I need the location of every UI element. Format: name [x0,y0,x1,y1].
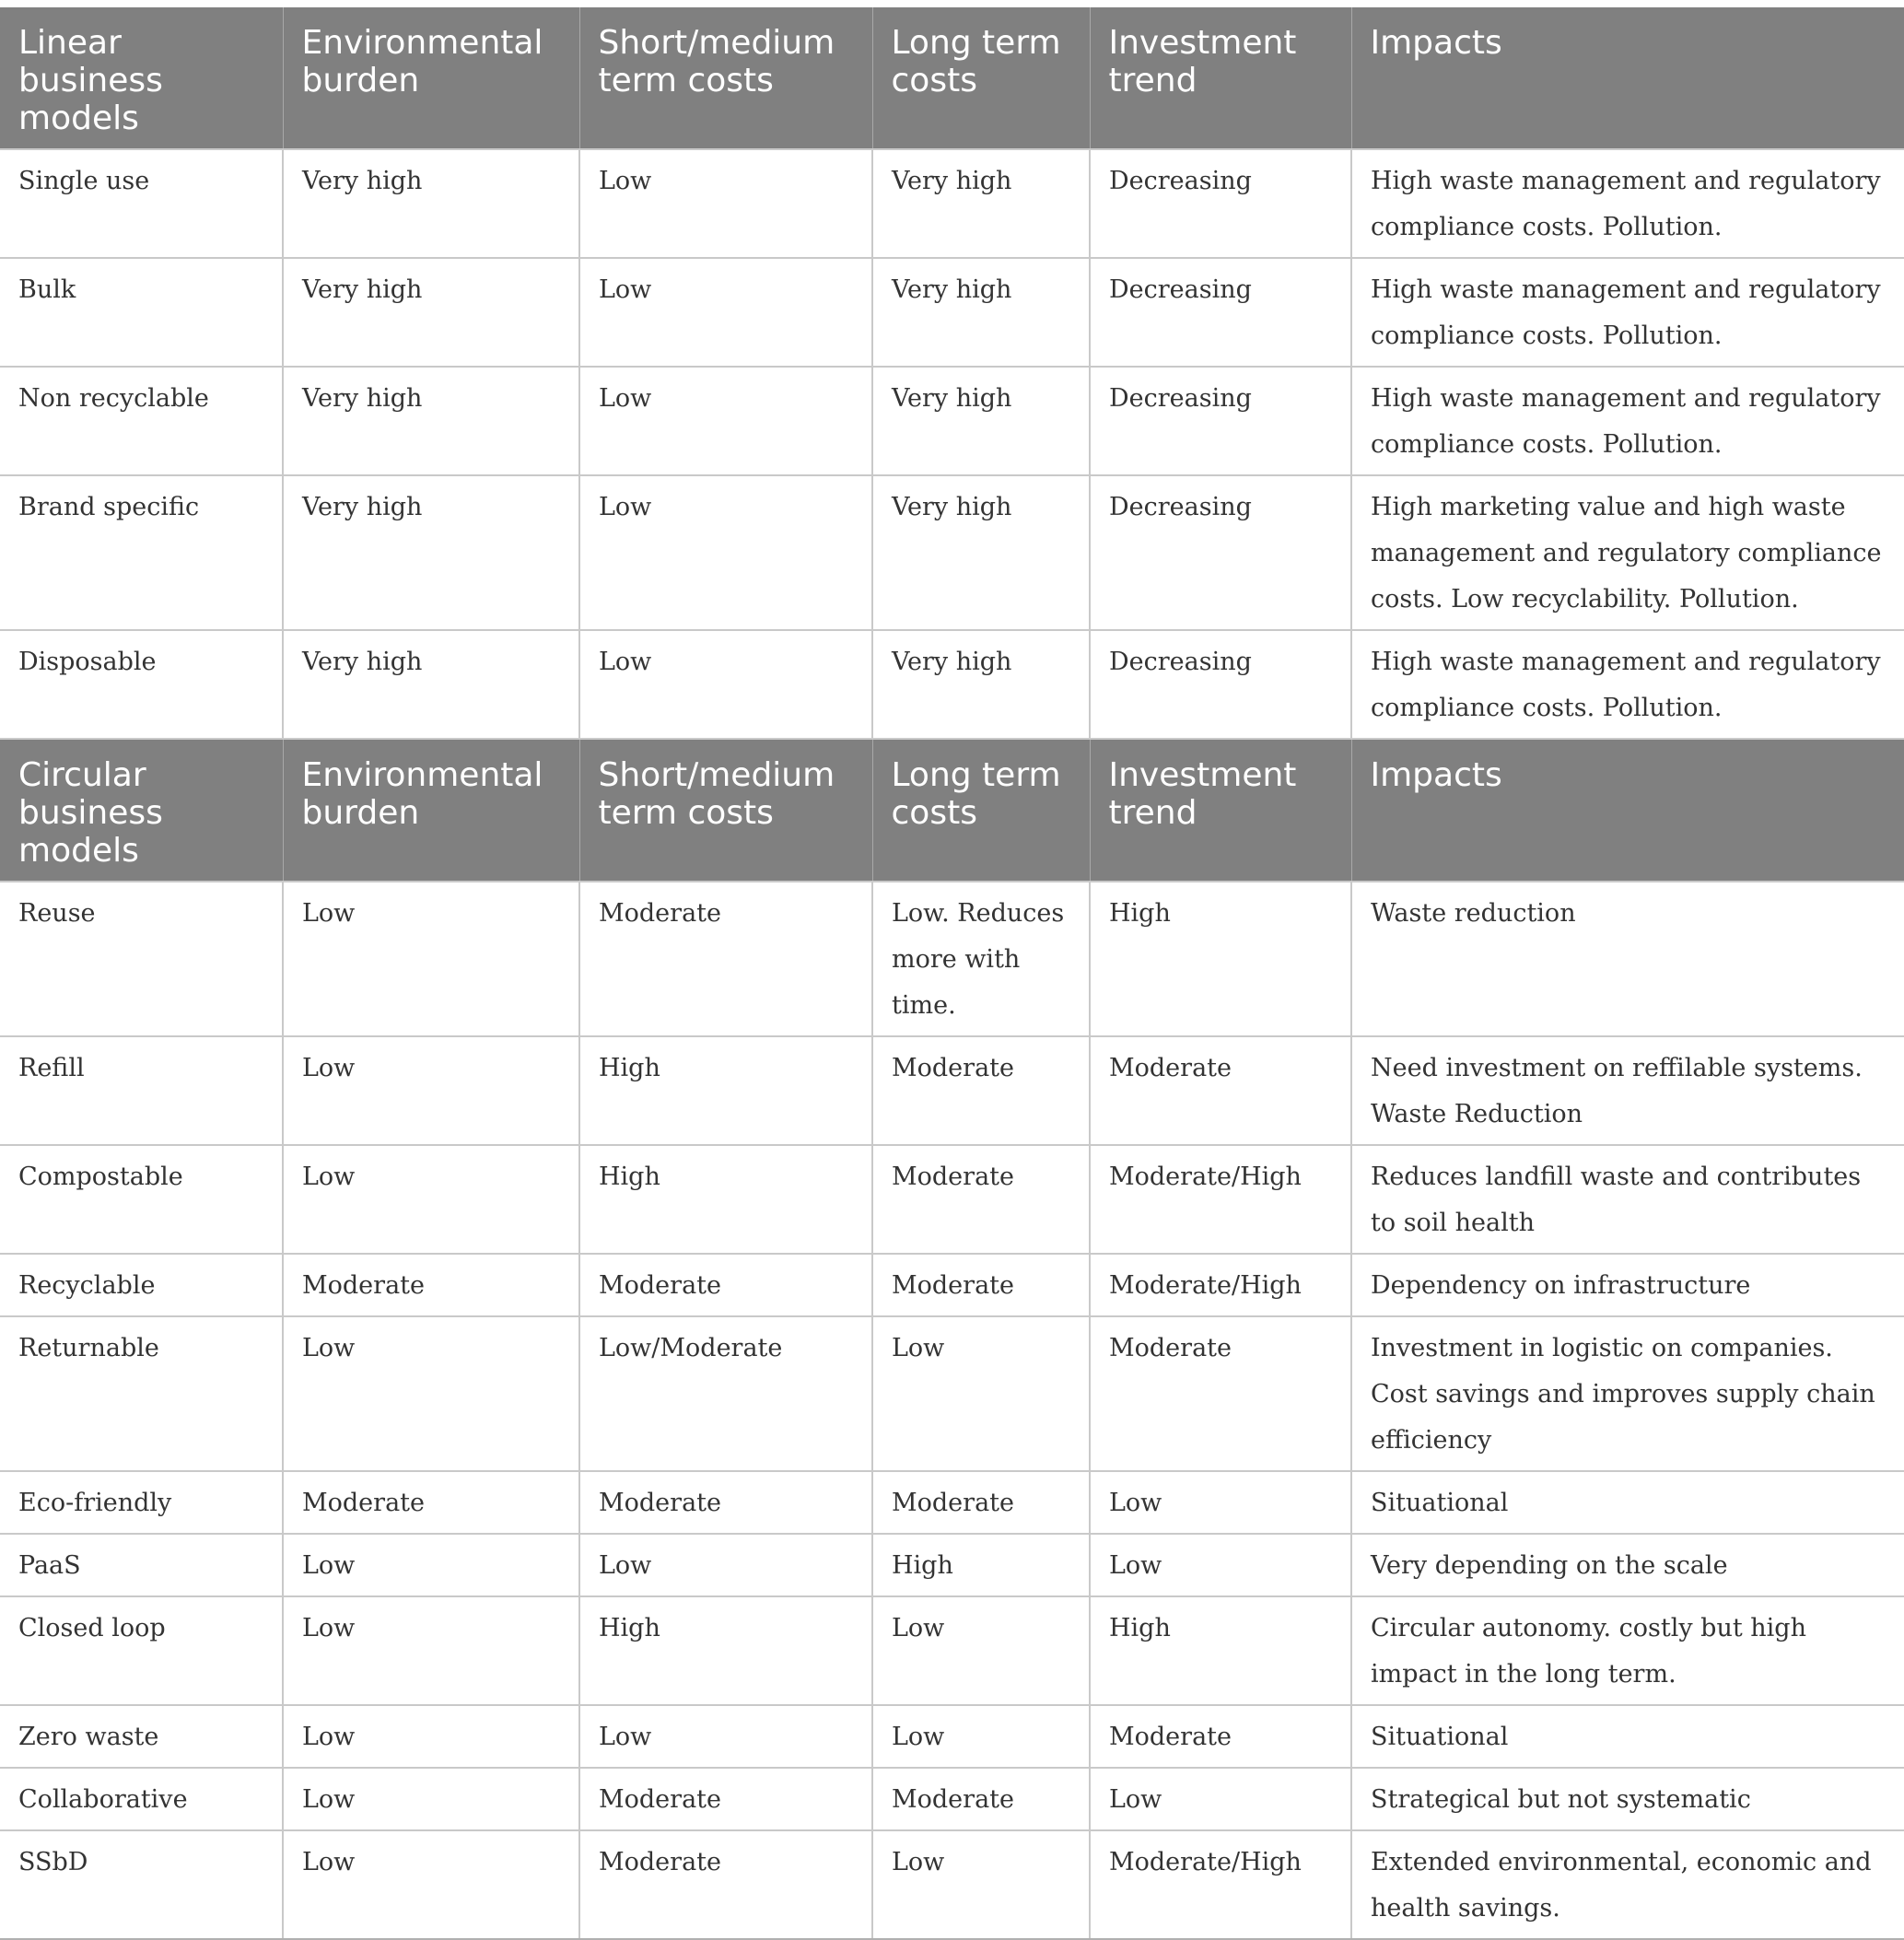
table-cell: Low [579,1534,872,1596]
table-cell: Low [283,882,579,1036]
table-cell: Low/Moderate [579,1316,872,1471]
table-cell: Very depending on the scale [1351,1534,1904,1596]
table-row [0,1830,1904,1939]
table-cell: Returnable [0,1316,283,1471]
table-cell: Investment in logistic on companies. Cost savings and improves supply chain efficiency [1351,1316,1904,1471]
table-row [0,1316,1904,1471]
table-cell: High [579,1036,872,1145]
table-cell: SSbD [0,1830,283,1939]
linear-header-row [0,7,1904,149]
table-row [0,1036,1904,1145]
table-cell: High waste management and regulatory compliance costs. Pollution. [1351,258,1904,367]
table-cell: Very high [872,630,1090,739]
circular-header-cell: Environmental burden [283,739,579,882]
table-cell: High [1090,1596,1351,1705]
table-cell: Very high [872,367,1090,475]
table-cell: Low [579,1705,872,1768]
linear-header-cell: Linear business models [0,7,283,149]
table-cell: Low [283,1534,579,1596]
table-cell: Decreasing [1090,475,1351,630]
table-row [0,630,1904,739]
table-cell: Reuse [0,882,283,1036]
table-cell: Low [579,367,872,475]
table-cell: Moderate [283,1471,579,1534]
table-row [0,258,1904,367]
circular-header-cell: Circular business models [0,739,283,882]
table-cell: Low [579,475,872,630]
table-cell: Low [283,1830,579,1939]
table-cell: High [872,1534,1090,1596]
table-cell: Low [1090,1471,1351,1534]
table-cell: High waste management and regulatory compliance costs. Pollution. [1351,149,1904,258]
table-cell: Disposable [0,630,283,739]
linear-header-cell: Impacts [1351,7,1904,149]
linear-header-cell: Long term costs [872,7,1090,149]
table-cell: Need investment on reffilable systems. Waste Reduction [1351,1036,1904,1145]
table-cell: Closed loop [0,1596,283,1705]
table-cell: Decreasing [1090,258,1351,367]
table-cell: Low [283,1596,579,1705]
table-cell: Very high [283,149,579,258]
table-row [0,1596,1904,1705]
table-row [0,149,1904,258]
table-cell: Moderate [579,1830,872,1939]
table-cell: High waste management and regulatory compliance costs. Pollution. [1351,367,1904,475]
table-cell: High [579,1596,872,1705]
circular-header-cell: Long term costs [872,739,1090,882]
table-cell: Moderate [579,1471,872,1534]
table-cell: Low [283,1145,579,1254]
linear-header-cell: Short/medium term costs [579,7,872,149]
table-cell: Low [283,1768,579,1830]
linear-header-cell: Investment trend [1090,7,1351,149]
table-cell: Non recyclable [0,367,283,475]
table-cell: Very high [872,475,1090,630]
table-cell: Low [579,630,872,739]
table-cell: Dependency on infrastructure [1351,1254,1904,1316]
circular-header-row [0,739,1904,882]
business-models-table [0,7,1904,1940]
table-body [0,7,1904,1939]
table-cell: Zero waste [0,1705,283,1768]
table-row [0,1145,1904,1254]
table-cell: Low [283,1705,579,1768]
table-cell: Low [872,1316,1090,1471]
table-cell: Compostable [0,1145,283,1254]
table-cell: Very high [283,475,579,630]
table-cell: Moderate [579,1254,872,1316]
table-cell: Moderate [579,882,872,1036]
table-cell: Circular autonomy. costly but high impact in the long term. [1351,1596,1904,1705]
table-cell: Collaborative [0,1768,283,1830]
table-cell: Moderate [872,1254,1090,1316]
table-cell: Very high [283,258,579,367]
circular-header-cell: Investment trend [1090,739,1351,882]
table-cell: High waste management and regulatory compliance costs. Pollution. [1351,630,1904,739]
table-cell: Very high [283,367,579,475]
table-cell: Moderate [872,1768,1090,1830]
table-cell: Very high [872,149,1090,258]
table-cell: High [579,1145,872,1254]
table-cell: High [1090,882,1351,1036]
table-row [0,1705,1904,1768]
table-cell: Eco-friendly [0,1471,283,1534]
table-cell: Situational [1351,1705,1904,1768]
table-cell: Low [579,258,872,367]
table-cell: Reduces landfill waste and contributes to soil health [1351,1145,1904,1254]
circular-header-cell: Short/medium term costs [579,739,872,882]
table-cell: Moderate [1090,1036,1351,1145]
table-cell: High marketing value and high waste management and regulatory compliance costs. Low recyclability. Pollution. [1351,475,1904,630]
table-cell: Low [872,1830,1090,1939]
linear-header-cell: Environmental burden [283,7,579,149]
table-row [0,475,1904,630]
table-cell: Refill [0,1036,283,1145]
table-cell: Strategical but not systematic [1351,1768,1904,1830]
table-cell: Brand specific [0,475,283,630]
table-cell: Very high [872,258,1090,367]
table-cell: Moderate [872,1145,1090,1254]
table-row [0,1471,1904,1534]
table-cell: Moderate/High [1090,1254,1351,1316]
table-cell: Decreasing [1090,630,1351,739]
table-cell: Recyclable [0,1254,283,1316]
table-cell: Moderate [872,1036,1090,1145]
table-cell: Situational [1351,1471,1904,1534]
table-cell: Single use [0,149,283,258]
table-row [0,367,1904,475]
table-cell: Moderate/High [1090,1830,1351,1939]
table-cell: Moderate [872,1471,1090,1534]
table-cell: Low [579,149,872,258]
table-cell: Low [1090,1768,1351,1830]
circular-header-cell: Impacts [1351,739,1904,882]
table-cell: Low [283,1316,579,1471]
table-cell: Extended environmental, economic and health savings. [1351,1830,1904,1939]
table-cell: Decreasing [1090,367,1351,475]
table-cell: Very high [283,630,579,739]
table-cell: Low. Reduces more with time. [872,882,1090,1036]
table-row [0,1254,1904,1316]
table-cell: Moderate [283,1254,579,1316]
table-row [0,1768,1904,1830]
table-cell: Moderate [1090,1316,1351,1471]
table-row [0,882,1904,1036]
table-cell: PaaS [0,1534,283,1596]
table-cell: Moderate [579,1768,872,1830]
table-cell: Decreasing [1090,149,1351,258]
table-cell: Low [872,1705,1090,1768]
table-cell: Low [1090,1534,1351,1596]
table-cell: Moderate/High [1090,1145,1351,1254]
table-row [0,1534,1904,1596]
table-cell: Waste reduction [1351,882,1904,1036]
table-cell: Low [872,1596,1090,1705]
table-cell: Moderate [1090,1705,1351,1768]
table-cell: Low [283,1036,579,1145]
table-cell: Bulk [0,258,283,367]
